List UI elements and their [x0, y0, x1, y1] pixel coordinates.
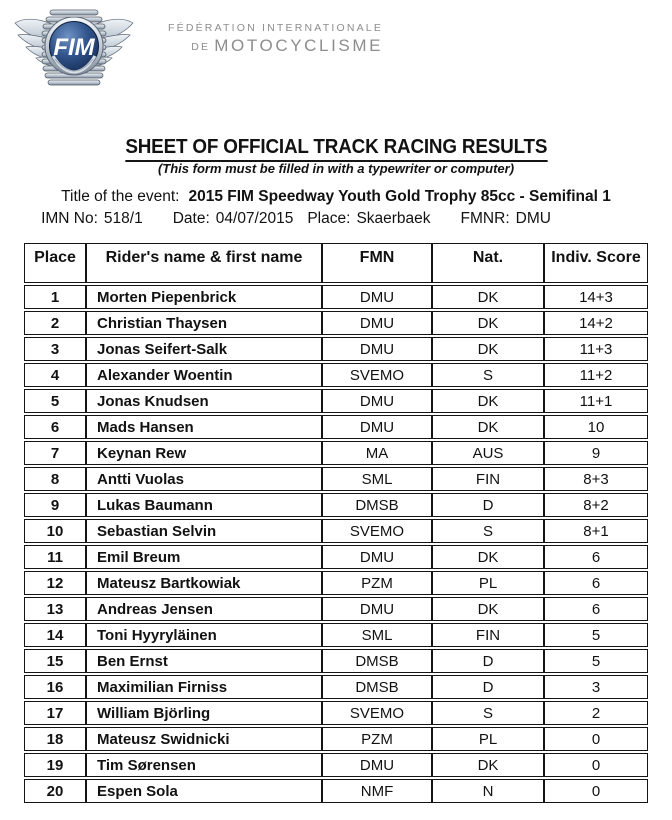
results-table — [24, 241, 648, 805]
place-cell: 5 — [24, 389, 86, 413]
nat-cell: S — [432, 519, 544, 543]
document-title — [0, 135, 672, 162]
nat-cell: DK — [432, 337, 544, 361]
table-row — [24, 545, 648, 569]
date-value: 04/07/2015 — [215, 210, 294, 227]
score-cell: 0 — [544, 727, 648, 751]
place-cell: 9 — [24, 493, 86, 517]
imn-label: IMN No: — [41, 210, 98, 227]
federation-name — [168, 22, 383, 56]
place-cell: 20 — [24, 779, 86, 803]
rider-name-cell: Toni Hyyryläinen — [86, 623, 322, 647]
place-cell: 10 — [24, 519, 86, 543]
nat-cell: D — [432, 675, 544, 699]
table-row — [24, 519, 648, 543]
table-row — [24, 753, 648, 777]
score-cell: 0 — [544, 779, 648, 803]
place-cell: 18 — [24, 727, 86, 751]
score-cell: 14+2 — [544, 311, 648, 335]
fmn-cell: DMU — [322, 753, 432, 777]
score-cell: 11+2 — [544, 363, 648, 387]
nat-cell: S — [432, 701, 544, 725]
rider-name-cell: Jonas Seifert-Salk — [86, 337, 322, 361]
nat-cell: D — [432, 493, 544, 517]
rider-name-cell: Maximilian Firniss — [86, 675, 322, 699]
rider-name-cell: Morten Piepenbrick — [86, 285, 322, 309]
fmn-cell: DMU — [322, 415, 432, 439]
fmn-cell: DMU — [322, 311, 432, 335]
nat-cell: DK — [432, 753, 544, 777]
column-header-place: Place — [24, 243, 86, 283]
fmn-cell: SML — [322, 623, 432, 647]
nat-cell: PL — [432, 571, 544, 595]
nat-cell: FIN — [432, 623, 544, 647]
fmn-cell: DMU — [322, 337, 432, 361]
rider-name-cell: Jonas Knudsen — [86, 389, 322, 413]
fmn-cell: DMSB — [322, 493, 432, 517]
fmn-cell: DMSB — [322, 649, 432, 673]
event-meta-line — [0, 210, 632, 228]
fmn-cell: DMU — [322, 545, 432, 569]
fmn-cell: DMU — [322, 285, 432, 309]
score-cell: 11+1 — [544, 389, 648, 413]
table-row — [24, 727, 648, 751]
table-row — [24, 701, 648, 725]
score-cell: 0 — [544, 753, 648, 777]
nat-cell: D — [432, 649, 544, 673]
score-cell: 5 — [544, 623, 648, 647]
score-cell: 11+3 — [544, 337, 648, 361]
rider-name-cell: Emil Breum — [86, 545, 322, 569]
place-cell: 14 — [24, 623, 86, 647]
score-cell: 8+2 — [544, 493, 648, 517]
table-row — [24, 467, 648, 491]
date-label: Date: — [172, 210, 210, 227]
fmn-cell: DMSB — [322, 675, 432, 699]
table-row — [24, 415, 648, 439]
rider-name-cell: Lukas Baumann — [86, 493, 322, 517]
table-row — [24, 649, 648, 673]
federation-name-line2 — [168, 36, 383, 56]
table-row — [24, 389, 648, 413]
rider-name-cell: Sebastian Selvin — [86, 519, 322, 543]
column-header-fmn: FMN — [322, 243, 432, 283]
table-row — [24, 363, 648, 387]
event-title-label: Title of the event: — [61, 188, 180, 205]
federation-de: DE — [191, 41, 211, 53]
table-row — [24, 623, 648, 647]
score-cell: 3 — [544, 675, 648, 699]
fmn-cell: DMU — [322, 389, 432, 413]
table-row — [24, 779, 648, 803]
rider-name-cell: Christian Thaysen — [86, 311, 322, 335]
place-label: Place: — [307, 210, 351, 227]
fim-monogram: FIM — [53, 34, 95, 61]
place-cell: 11 — [24, 545, 86, 569]
rider-name-cell: Mateusz Bartkowiak — [86, 571, 322, 595]
fmn-cell: SVEMO — [322, 363, 432, 387]
federation-motocyclisme: MOTOCYCLISME — [214, 36, 384, 55]
place-cell: 4 — [24, 363, 86, 387]
score-cell: 6 — [544, 597, 648, 621]
score-cell: 6 — [544, 545, 648, 569]
place-cell: 2 — [24, 311, 86, 335]
place-value: Skaerbaek — [356, 210, 431, 227]
rider-name-cell: Tim Sørensen — [86, 753, 322, 777]
table-row — [24, 311, 648, 335]
nat-cell: DK — [432, 545, 544, 569]
rider-name-cell: Alexander Woentin — [86, 363, 322, 387]
results-section — [24, 241, 648, 805]
imn-value: 518/1 — [103, 210, 143, 227]
rider-name-cell: William Björling — [86, 701, 322, 725]
event-title-line — [0, 188, 672, 206]
fim-logo — [8, 4, 142, 92]
fmnr-value: DMU — [515, 210, 551, 227]
score-cell: 10 — [544, 415, 648, 439]
rider-name-cell: Ben Ernst — [86, 649, 322, 673]
place-cell: 19 — [24, 753, 86, 777]
column-header-score: Indiv. Score — [544, 243, 648, 283]
place-cell: 8 — [24, 467, 86, 491]
place-cell: 16 — [24, 675, 86, 699]
place-cell: 17 — [24, 701, 86, 725]
table-row — [24, 285, 648, 309]
place-cell: 12 — [24, 571, 86, 595]
score-cell: 2 — [544, 701, 648, 725]
event-title-value: 2015 FIM Speedway Youth Gold Trophy 85cc - Semifinal 1 — [188, 188, 611, 205]
fmn-cell: PZM — [322, 571, 432, 595]
rider-name-cell: Andreas Jensen — [86, 597, 322, 621]
place-cell: 15 — [24, 649, 86, 673]
place-cell: 6 — [24, 415, 86, 439]
column-header-nat: Nat. — [432, 243, 544, 283]
rider-name-cell: Espen Sola — [86, 779, 322, 803]
nat-cell: FIN — [432, 467, 544, 491]
table-row — [24, 337, 648, 361]
nat-cell: S — [432, 363, 544, 387]
score-cell: 8+3 — [544, 467, 648, 491]
score-cell: 6 — [544, 571, 648, 595]
fmn-cell: SVEMO — [322, 701, 432, 725]
fmn-cell: SML — [322, 467, 432, 491]
place-cell: 7 — [24, 441, 86, 465]
place-cell: 13 — [24, 597, 86, 621]
rider-name-cell: Keynan Rew — [86, 441, 322, 465]
fmn-cell: NMF — [322, 779, 432, 803]
score-cell: 5 — [544, 649, 648, 673]
results-tbody — [24, 285, 648, 803]
federation-name-line1: FÉDÉRATION INTERNATIONALE — [168, 22, 384, 34]
rider-name-cell: Mateusz Swidnicki — [86, 727, 322, 751]
table-row — [24, 675, 648, 699]
nat-cell: AUS — [432, 441, 544, 465]
fmn-cell: MA — [322, 441, 432, 465]
rider-name-cell: Mads Hansen — [86, 415, 322, 439]
document-subtitle: (This form must be filled in with a typewriter or computer) — [157, 161, 515, 176]
fim-wings-logo-icon — [8, 4, 142, 92]
table-row — [24, 597, 648, 621]
nat-cell: DK — [432, 311, 544, 335]
nat-cell: DK — [432, 415, 544, 439]
nat-cell: DK — [432, 285, 544, 309]
score-cell: 9 — [544, 441, 648, 465]
nat-cell: PL — [432, 727, 544, 751]
column-header-rider: Rider's name & first name — [86, 243, 322, 283]
place-cell: 1 — [24, 285, 86, 309]
nat-cell: DK — [432, 389, 544, 413]
fmn-cell: SVEMO — [322, 519, 432, 543]
fmn-cell: DMU — [322, 597, 432, 621]
score-cell: 8+1 — [544, 519, 648, 543]
table-row — [24, 493, 648, 517]
rider-name-cell: Antti Vuolas — [86, 467, 322, 491]
results-header-row — [24, 243, 648, 283]
score-cell: 14+3 — [544, 285, 648, 309]
nat-cell: N — [432, 779, 544, 803]
fmnr-label: FMNR: — [460, 210, 510, 227]
table-row — [24, 571, 648, 595]
table-row — [24, 441, 648, 465]
fmn-cell: PZM — [322, 727, 432, 751]
document-title-text: SHEET OF OFFICIAL TRACK RACING RESULTS — [125, 135, 547, 162]
nat-cell: DK — [432, 597, 544, 621]
place-cell: 3 — [24, 337, 86, 361]
